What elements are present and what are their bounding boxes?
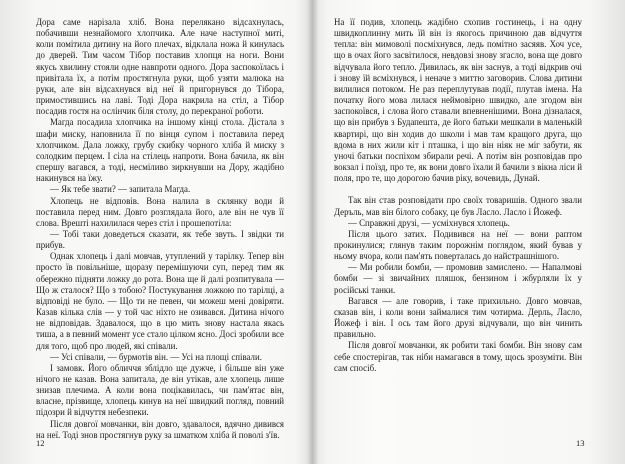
- right-page-text: [334, 17, 582, 374]
- paragraph: Після довгої мовчанки, як робити такі бомби. Він знову сам себе спостерігав, так ніби намагався в тому, щось зрозуміти. Він сам спосіб.: [334, 340, 582, 373]
- paragraph: — Ми робили бомби, — промовив замислено. — Напалмові бомби — зі звичайних пляшок, бензином і жбурляли їх у російські танки.: [334, 262, 582, 295]
- paragraph: — Як тебе звати? — запитала Магда.: [50, 184, 191, 195]
- paragraph: Вагався — але говорив, і таке прихильно. Довго мовчав, сказав він, і коли вони займалися тим чотирма. Дерль, Ласло, Йожеф і він. І ось там його друзі відчували, що він чинить правильно.: [334, 295, 582, 340]
- paragraph: На її подив, хлопець жадібно схопив гостинець, і на одну швидкоплинну мить їй він із якогось причиною дав відчуття тепла: він мимоволі посміхнувся, ледь помітно засяяв. Хоч усе, що в очах його засвітилося, невдовзі знову згасло, вона ще довго відчувала його тепло. Дивилась, як він заснув, а тоді відкрив очі і знову їй всміхнувся, і неначе з миттю заговорив. Слова дитини вилилися потоком. Не раз переплутував події, плутав імена. На початку його мова лилася неймовірно швидко, але згодом він заспокоївся, і слова його ставали впевненішими. Вона дізналася, що він прибув з Будапешта, де його батьки мешкали в маленькій квартирі, що він ходив до школи і мав там кращого друга, що вдома в них жили кіт і пташка, і що він ніяк не міг забути, як уночі батьки поспіхом збирали речі. А потім він розповідав про вокзал і поїзд, про те, як вони довго їхали й бачили з вікна ліси й поля, про те, що дорогою бачив ріку, вочевидь, Дунай.: [334, 17, 582, 184]
- page-number-left: 12: [36, 438, 45, 448]
- paragraph: Після цього затих. Подивився на неї — вони раптом прокинулися; глянув таким порожнім поглядом, який бував у ньому вчора, коли пам'ять поверталась до найстрашнішого.: [334, 228, 582, 262]
- paragraph: Так він став розповідати про своїх товаришів. Одного звали Деръль, мав він білого собаку, це був Ласло. Ласло і Йожеф.: [334, 195, 582, 217]
- left-page: [0, 0, 312, 464]
- paragraph: — Усі співали, — бурмотів він. — Усі на площі співали.: [50, 351, 262, 362]
- page-number-right: 13: [576, 438, 585, 448]
- gutter-shadow-left: [296, 0, 313, 464]
- paragraph: Після довгої мовчанки, він довго, здавалося, вдячно дивився на неї. Тоді знов простягнув руку за шматком хліба й поволі з'їв.: [36, 418, 284, 440]
- paragraph: І замовк. Його обличчя зблідло ще дужче, і більше він уже нічого не казав. Вона запитала, де він утікав, але хлопець лише знизав плечима. А коли вона поцікавилась, чи пам'ятає він, власне, прізвище, хлопець кинув на неї швидкий погляд, повний підозри й відчуття небезпеки.: [36, 362, 284, 418]
- paragraph: Магда посадила хлопчика на іншому кінці стола. Дістала з шафи миску, наповнила її по вінця супом і поставила перед хлопчиком. Дала ложку, грубу скибку чорного хліба й миску з солодким перцем. І сіла на стілець напроти. Вона бачила, як він спершу вагався, а тоді, несміливо зиркнувши на Дору, жадібно накинувся на їжу.: [36, 117, 284, 184]
- paragraph: Дора саме нарізала хліб. Вона перелякано відсахнулась, побачивши незнайомого хлопчика. Але наче наступної миті, коли помітила дитину на його плечах, відклала ножа й кинулась до дверей. Тим часом Тібор поставив хлопця на ноги. Вони якусь хвилину стояли одне навпроти одного. Дора заспокоїлась і привітала їх, а потім простягнула руки, щоб узяти малюка на руки, але він відсахнувся від неї й пригорнувся до Тібора, примостившись на лаві. Тоді Дора накрила на стіл, а Тібор посадив гостя на ослінчик біля столу, до перекраної роботи.: [36, 17, 284, 117]
- paragraph: — Справжні друзі, — усміхнувся хлопець.: [348, 217, 510, 228]
- right-page: [313, 0, 625, 464]
- paragraph: Однак хлопець і далі мовчав, утуплений у тарілку. Тепер він просто їв повільніше, щоразу перемішуючи суп, перед тим як обережно підняти ложку до рота. Вона ще й далі розпитувала — Що ж сталося? Що з тобою? Постукування ложкою по тарілці, а відповіді не було. — Що ти не певен, чи можеш мені довіряти. Казав кілька слів — у той час ніхто не озивався. Дитина нічого не відповідав. Здавалося, що в цю мить знову настала якась тиша, а в певний момент усе стало цілком ясно. Досі зробили все для того, щоб про людей, які співали.: [36, 251, 284, 351]
- left-page-text: [36, 17, 284, 441]
- paragraph: — Тобі таки доведеться сказати, як тебе звуть. І звідки ти прибув.: [36, 228, 284, 251]
- paragraph: Хлопець не відповів. Вона налила в склянку води й поставила перед ним. Довго розглядала його, але він не чув її слова. Врешті нахилилася через стіл і прошепотіла:: [36, 195, 284, 228]
